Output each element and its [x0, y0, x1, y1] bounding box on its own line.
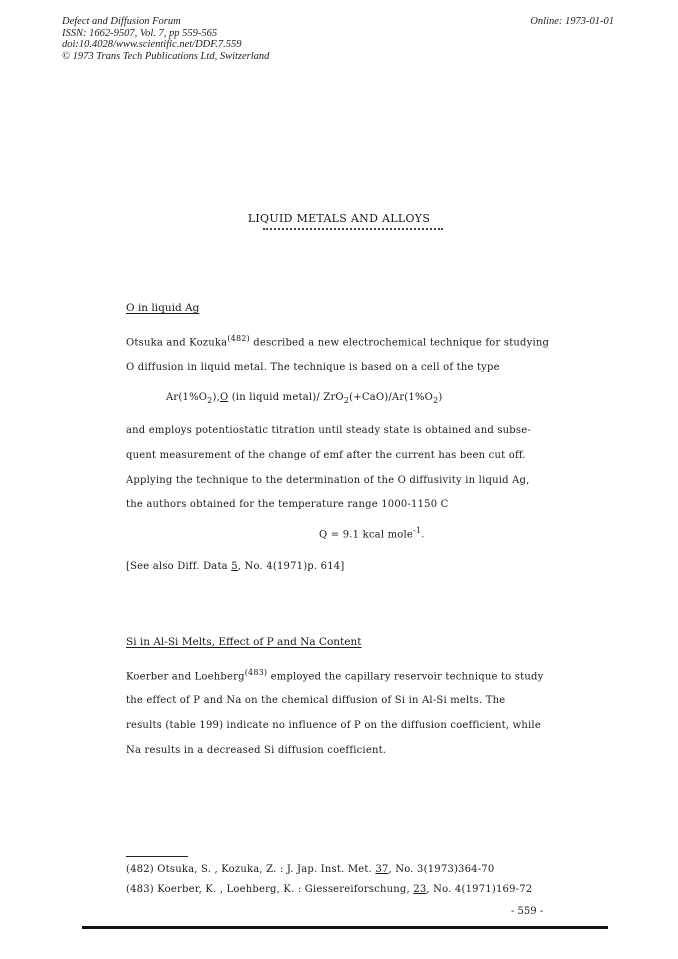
footnote-482: (482) Otsuka, S. , Kozuka, Z. : J. Jap. Inst. Met. 37, No. 3(1973)364-70 — [126, 864, 495, 875]
activation-energy-equation: Q = 9.1 kcal mole$^{-1}$. — [319, 526, 425, 541]
issn-line: ISSN: 1662-9507, Vol. 7, pp 559-565 — [62, 27, 218, 39]
footnote-483: (483) Koerber, K. , Loehberg, K. : Giessereiforschung, 23, No. 4(1971)169-72 — [126, 884, 533, 895]
page-title: LIQUID METALS AND ALLOYS — [247, 212, 431, 225]
paragraph-line: Applying the technique to the determination of the O diffusivity in liquid Ag, — [126, 475, 530, 486]
doi-line: doi:10.4028/www.scientific.net/DDF.7.559 — [62, 39, 242, 50]
section-heading-si-in-alsi: Si in Al-Si Melts, Effect of P and Na Content — [126, 636, 362, 648]
paragraph-line: Otsuka and Kozuka$^{(482)}$ described a new electrochemical technique for studying — [126, 334, 550, 349]
online-date: Online: 1973-01-01 — [530, 16, 614, 27]
paragraph-line: Koerber and Loehberg$^{(483)}$ employed the capillary reservoir technique to study — [126, 668, 544, 683]
paragraph-line: the effect of P and Na on the chemical diffusion of Si in Al-Si melts. The — [126, 695, 506, 706]
bottom-rule — [82, 926, 608, 929]
journal-header — [62, 16, 269, 62]
reference-482: (482) — [227, 334, 250, 343]
paragraph-line: and employs potentiostatic titration until steady state is obtained and subse- — [126, 425, 531, 436]
cell-formula: $Ar(1\%O_2),O$ (in liquid metal)/ $ZrO_2(+CaO)/Ar(1\%O_2)$ — [166, 392, 443, 405]
paragraph-line: quent measurement of the change of emf after the current has been cut off. — [126, 450, 526, 461]
journal-name: Defect and Diffusion Forum — [62, 16, 181, 27]
see-also-note: [See also Diff. Data 5, No. 4(1971)p. 614] — [126, 561, 345, 572]
copyright-line: © 1973 Trans Tech Publications Ltd, Switzerland — [62, 50, 270, 62]
page-number: - 559 - — [511, 906, 544, 917]
paragraph-line: the authors obtained for the temperature range 1000-1150 C — [126, 499, 449, 510]
paragraph-line: Na results in a decreased Si diffusion coefficient. — [126, 745, 387, 756]
footnote-separator — [126, 856, 188, 857]
paragraph-line: O diffusion in liquid metal. The technique is based on a cell of the type — [126, 362, 500, 373]
paragraph-line: results (table 199) indicate no influence of P on the diffusion coefficient, while — [126, 720, 541, 731]
reference-483: (483) — [244, 668, 268, 677]
section-heading-o-in-ag: O in liquid Ag — [126, 302, 200, 314]
title-underline — [263, 228, 443, 230]
